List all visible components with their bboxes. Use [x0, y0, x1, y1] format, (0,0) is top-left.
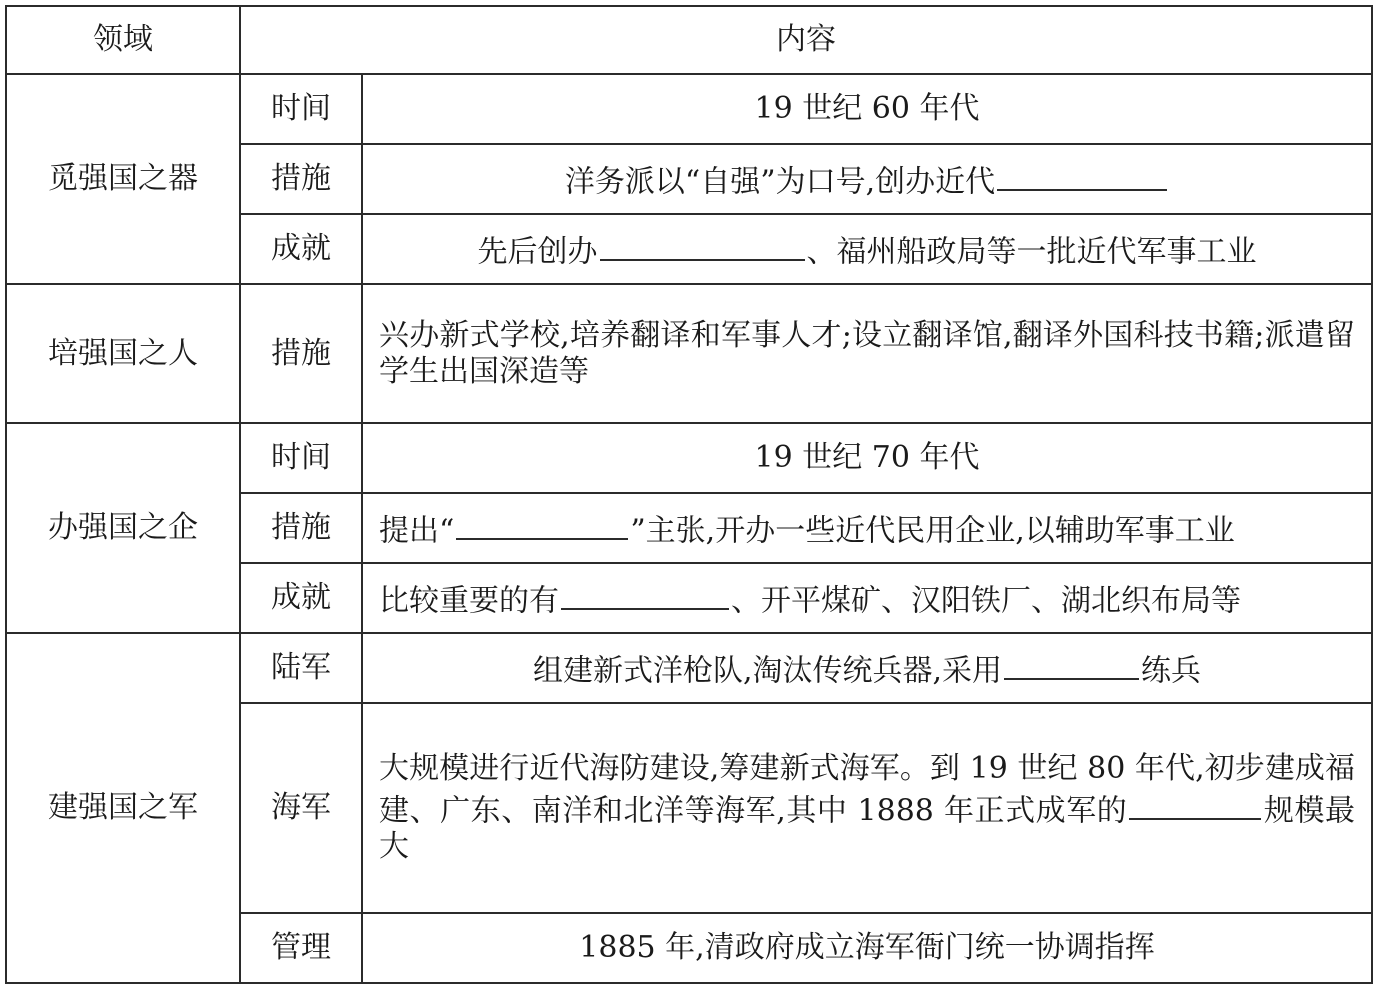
content-text: 兴办新式学校,培养翻译和军事人才;设立翻译馆,翻译外国科技书籍;派遣留学生出国深造等	[379, 317, 1355, 389]
content-text: 、开平煤矿、汉阳铁厂、湖北织布局等	[731, 583, 1241, 619]
content-cell	[362, 74, 1372, 144]
field-cell: 办强国之企	[6, 423, 240, 633]
content-text: ”主张,开办一些近代民用企业,以辅助军事工业	[630, 513, 1235, 549]
content-text: 组建新式洋枪队,淘汰传统兵器,采用	[532, 653, 1003, 689]
content-text: 比较重要的有	[379, 583, 559, 619]
content-cell	[362, 563, 1372, 633]
content-cell	[362, 423, 1372, 493]
content-text: 、福州船政局等一批近代军事工业	[806, 234, 1257, 270]
content-text: 1885 年,清政府成立海军衙门统一协调指挥	[579, 930, 1155, 965]
content-text: 大规模进行近代海防建设,筹建新式海军。到 19 世纪 80 年代,初步建成福建、广东、南洋和北洋等海军,其中 1888 年正式成军的	[379, 750, 1355, 829]
sub-cell: 成就	[240, 214, 362, 284]
content-cell	[362, 214, 1372, 284]
header-content: 内容	[240, 6, 1372, 74]
field-cell: 培强国之人	[6, 284, 240, 423]
fill-blank[interactable]	[997, 158, 1167, 192]
content-cell	[362, 493, 1372, 563]
table-row	[6, 74, 1372, 144]
sub-cell: 措施	[240, 493, 362, 563]
fill-blank[interactable]	[561, 577, 729, 611]
content-cell	[362, 913, 1372, 983]
table-row	[6, 633, 1372, 703]
sub-cell: 时间	[240, 74, 362, 144]
content-cell	[362, 703, 1372, 913]
sub-cell: 时间	[240, 423, 362, 493]
sub-cell: 措施	[240, 144, 362, 214]
fill-blank[interactable]	[1004, 647, 1139, 681]
content-cell	[362, 284, 1372, 423]
sub-cell: 海军	[240, 703, 362, 913]
content-cell	[362, 144, 1372, 214]
fill-blank[interactable]	[1129, 787, 1261, 821]
sub-cell: 陆军	[240, 633, 362, 703]
sub-cell: 成就	[240, 563, 362, 633]
content-text: 规模最大	[379, 793, 1355, 865]
fill-blank[interactable]	[456, 507, 628, 541]
content-text: 洋务派以“自强”为口号,创办近代	[564, 164, 996, 200]
field-cell: 建强国之军	[6, 633, 240, 983]
content-text: 先后创办	[477, 234, 598, 270]
history-table	[5, 5, 1373, 984]
header-field: 领域	[6, 6, 240, 74]
sub-cell: 措施	[240, 284, 362, 423]
fill-blank[interactable]	[600, 228, 805, 262]
content-cell	[362, 633, 1372, 703]
content-text: 提出“	[379, 513, 455, 549]
content-text: 19 世纪 60 年代	[754, 91, 980, 126]
sub-cell: 管理	[240, 913, 362, 983]
content-text: 练兵	[1141, 653, 1202, 689]
header-row	[6, 6, 1372, 74]
table-row	[6, 284, 1372, 423]
field-cell: 觅强国之器	[6, 74, 240, 284]
content-text: 19 世纪 70 年代	[754, 440, 980, 475]
table-row	[6, 423, 1372, 493]
